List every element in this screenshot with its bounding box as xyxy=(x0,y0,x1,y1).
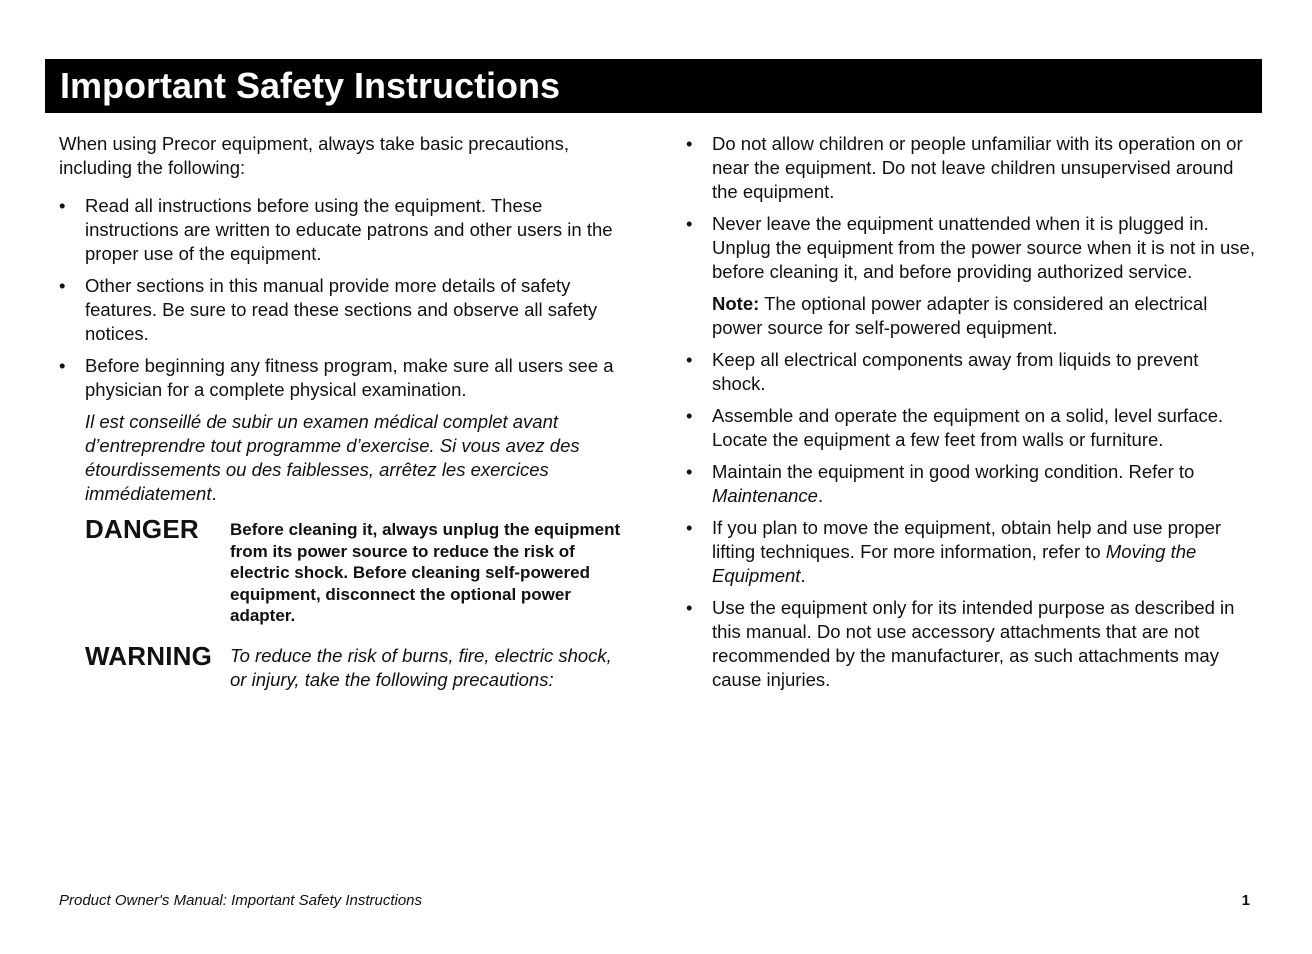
list-item-text: If you plan to move the equipment, obtain help and use proper lifting techniques. For more information, refer to xyxy=(712,517,1222,562)
list-item-period: . xyxy=(817,485,824,506)
list-item-text: Read all instructions before using the equipment. These instructions are written to educate patrons and other users in the proper use of the equipment. xyxy=(85,195,613,264)
danger-label: DANGER xyxy=(85,514,199,544)
left-bullet-list xyxy=(59,194,631,506)
maintenance-reference: Maintenance xyxy=(712,485,818,506)
warning-label: WARNING xyxy=(85,640,213,671)
note-label: Note: xyxy=(712,293,760,314)
warning-alert xyxy=(85,641,631,692)
bullet-icon: • xyxy=(686,349,693,370)
list-item xyxy=(59,194,631,266)
right-bullet-list xyxy=(686,132,1256,692)
list-item-text: Never leave the equipment unattended when it is plugged in. Unplug the equipment from the power source when it is not in use, before cleaning it, and before providing authorized service. xyxy=(712,213,1255,282)
note-text: The optional power adapter is considered an electrical power source for self-powered equipment. xyxy=(712,293,1208,338)
danger-text: Before cleaning it, always unplug the equipment from its power source to reduce the risk of electric shock. Before cleaning self-powered equipment, disconnect the optional power adapter. xyxy=(230,520,621,625)
note-paragraph xyxy=(712,292,1256,340)
list-item xyxy=(59,354,631,506)
bullet-icon: • xyxy=(686,133,693,154)
bullet-icon: • xyxy=(59,275,66,296)
bullet-icon: • xyxy=(59,195,66,216)
list-item xyxy=(686,460,1256,508)
safety-alerts xyxy=(85,514,631,692)
list-item-text: Assemble and operate the equipment on a solid, level surface. Locate the equipment a few feet from walls or furniture. xyxy=(712,405,1224,450)
list-item-text: Before beginning any fitness program, make sure all users see a physician for a complete physical examination. xyxy=(85,355,614,400)
french-note-text: Il est conseillé de subir un examen médical complet avant d’entreprendre tout programme d’exercise. Si vous avez des étourdissements ou des faiblesses, arrêtez les exercices immédiatement xyxy=(85,411,580,504)
bullet-icon: • xyxy=(686,517,693,538)
list-item xyxy=(686,596,1256,692)
list-item xyxy=(686,404,1256,452)
bullet-icon: • xyxy=(59,355,66,376)
list-item xyxy=(686,132,1256,204)
danger-alert xyxy=(85,514,631,627)
list-item xyxy=(686,212,1256,340)
bullet-icon: • xyxy=(686,461,693,482)
list-item-text: Other sections in this manual provide more details of safety features. Be sure to read these sections and observe all safety notices. xyxy=(85,275,598,344)
intro-paragraph: When using Precor equipment, always take basic precautions, including the following: xyxy=(59,133,570,178)
page-number: 1 xyxy=(1241,892,1250,909)
footer-title: Product Owner's Manual: Important Safety Instructions xyxy=(59,892,423,909)
bullet-icon: • xyxy=(686,597,693,618)
list-item-period: . xyxy=(800,565,806,586)
right-column xyxy=(686,132,1256,700)
page-title: Important Safety Instructions xyxy=(45,59,1262,113)
list-item-text: Maintain the equipment in good working condition. Refer to xyxy=(712,461,1195,482)
list-item xyxy=(686,516,1256,588)
list-item xyxy=(59,274,631,346)
bullet-icon: • xyxy=(686,405,693,426)
left-column xyxy=(59,132,631,706)
list-item xyxy=(686,348,1256,396)
moving-equipment-reference: Moving the Equipment xyxy=(712,541,1197,586)
list-item-text: Use the equipment only for its intended purpose as described in this manual. Do not use accessory attachments that are not recommended by the manufacturer, as such attachments may cause injuries. xyxy=(712,597,1235,690)
list-item-text: Keep all electrical components away from liquids to prevent shock. xyxy=(712,349,1199,394)
list-item-text: Do not allow children or people unfamiliar with its operation on or near the equipment. Do not leave children unsupervised around the equipment. xyxy=(712,133,1243,202)
warning-text: To reduce the risk of burns, fire, electric shock, or injury, take the following precautions: xyxy=(230,644,612,690)
bullet-icon: • xyxy=(686,213,693,234)
french-note xyxy=(85,410,631,506)
french-note-period: . xyxy=(211,483,217,504)
